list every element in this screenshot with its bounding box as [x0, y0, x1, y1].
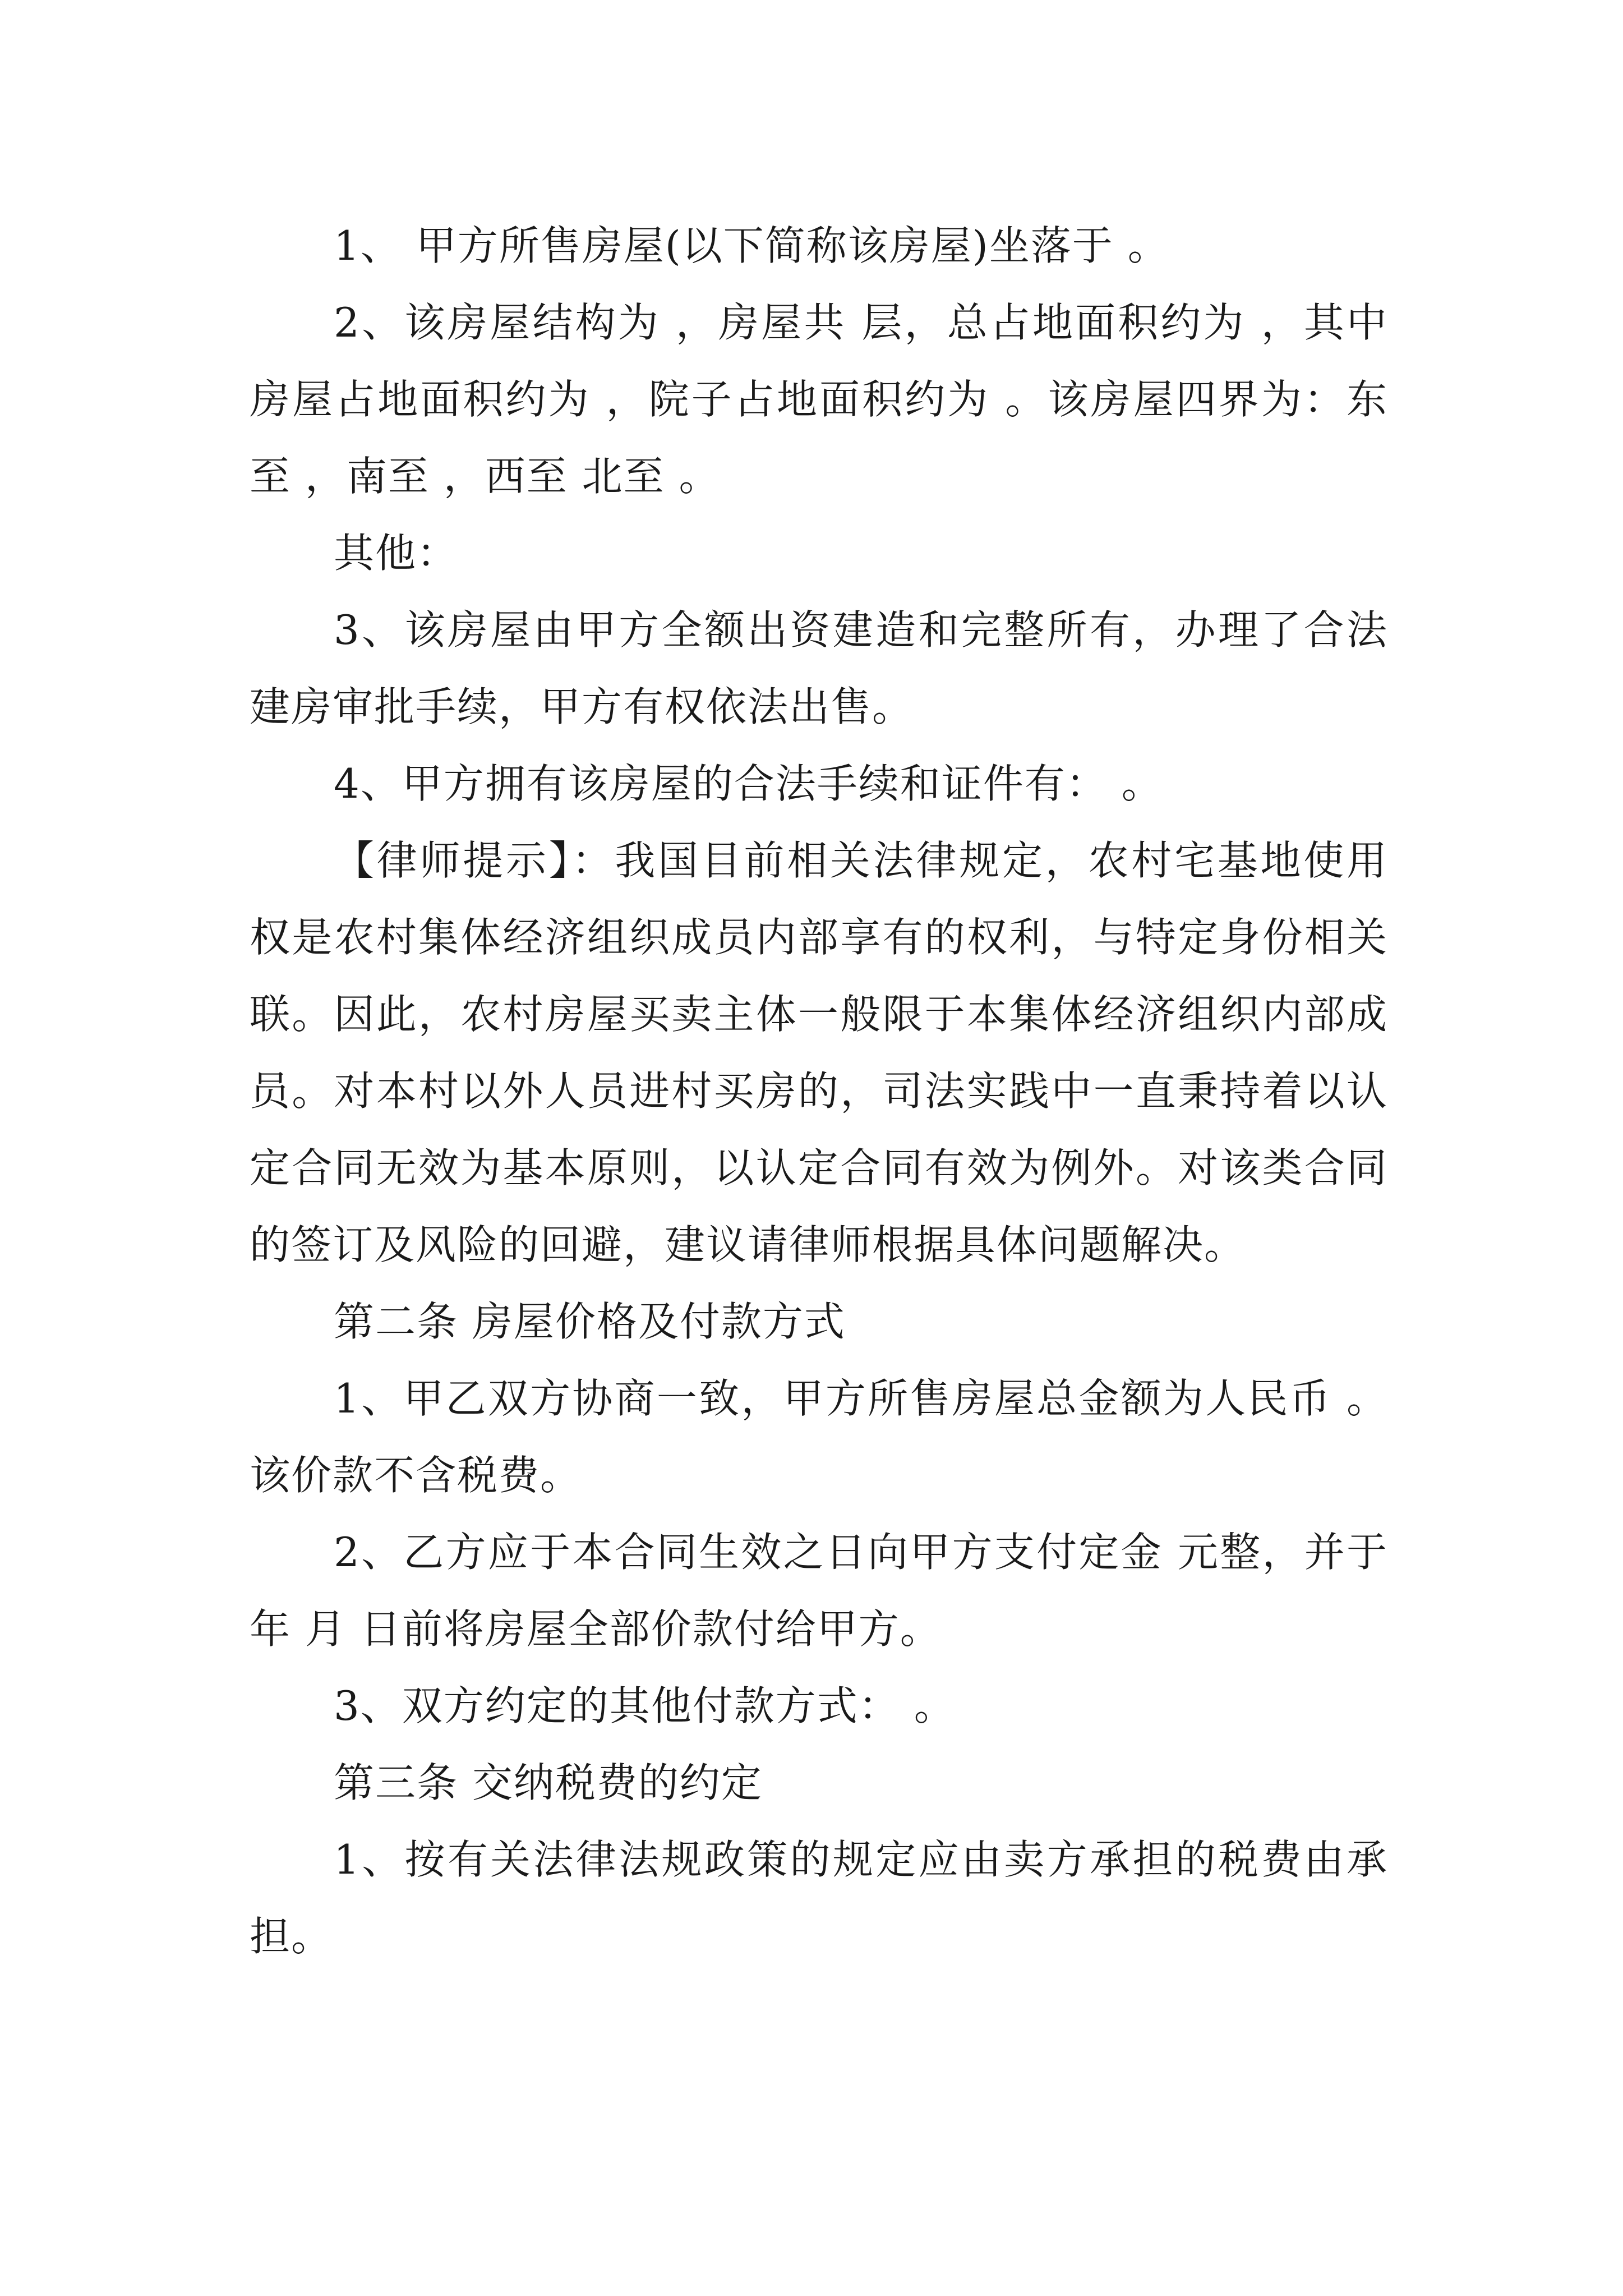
article-2-heading: 第二条 房屋价格及付款方式: [334, 1298, 846, 1345]
clause-2-structure: 2、该房屋结构为 ，房屋共 层，总占地面积约为 ，其中房屋占地面积约为 ，院子占地面积约为 。该房屋四界为：东至 ，南至 ，西至 北至 。: [250, 299, 1388, 500]
clause-3-ownership: 3、该房屋由甲方全额出资建造和完整所有，办理了合法建房审批手续，甲方有权依法出售。: [250, 606, 1388, 730]
clause-1-location: 1、 甲方所售房屋(以下简称该房屋)坐落于 。: [334, 222, 1169, 269]
clause-4-certificates: 4、甲方拥有该房屋的合法手续和证件有： 。: [334, 760, 1163, 807]
article-2-item-2: 2、乙方应于本合同生效之日向甲方支付定金 元整，并于 年 月 日前将房屋全部价款付给甲方。: [250, 1529, 1388, 1653]
article-2-item-3: 3、双方约定的其他付款方式： 。: [334, 1682, 956, 1729]
article-3-heading: 第三条 交纳税费的约定: [334, 1759, 763, 1806]
other-label: 其他：: [334, 530, 459, 577]
article-2-item-1: 1、甲乙双方协商一致，甲方所售房屋总金额为人民币 。该价款不含税费。: [250, 1375, 1388, 1499]
article-3-item-1: 1、按有关法律法规政策的规定应由卖方承担的税费由承担。: [250, 1836, 1388, 1960]
document-body: [250, 208, 1388, 1975]
lawyer-tip: 【律师提示】：我国目前相关法律规定，农村宅基地使用权是农村集体经济组织成员内部享有的权利，与特定身份相关联。因此，农村房屋买卖主体一般限于本集体经济组织内部成员。对本村以外人员进村买房的，司法实践中一直秉持着以认定合同无效为基本原则，以认定合同有效为例外。对该类合同的签订及风险的回避，建议请律师根据具体问题解决。: [250, 837, 1388, 1268]
